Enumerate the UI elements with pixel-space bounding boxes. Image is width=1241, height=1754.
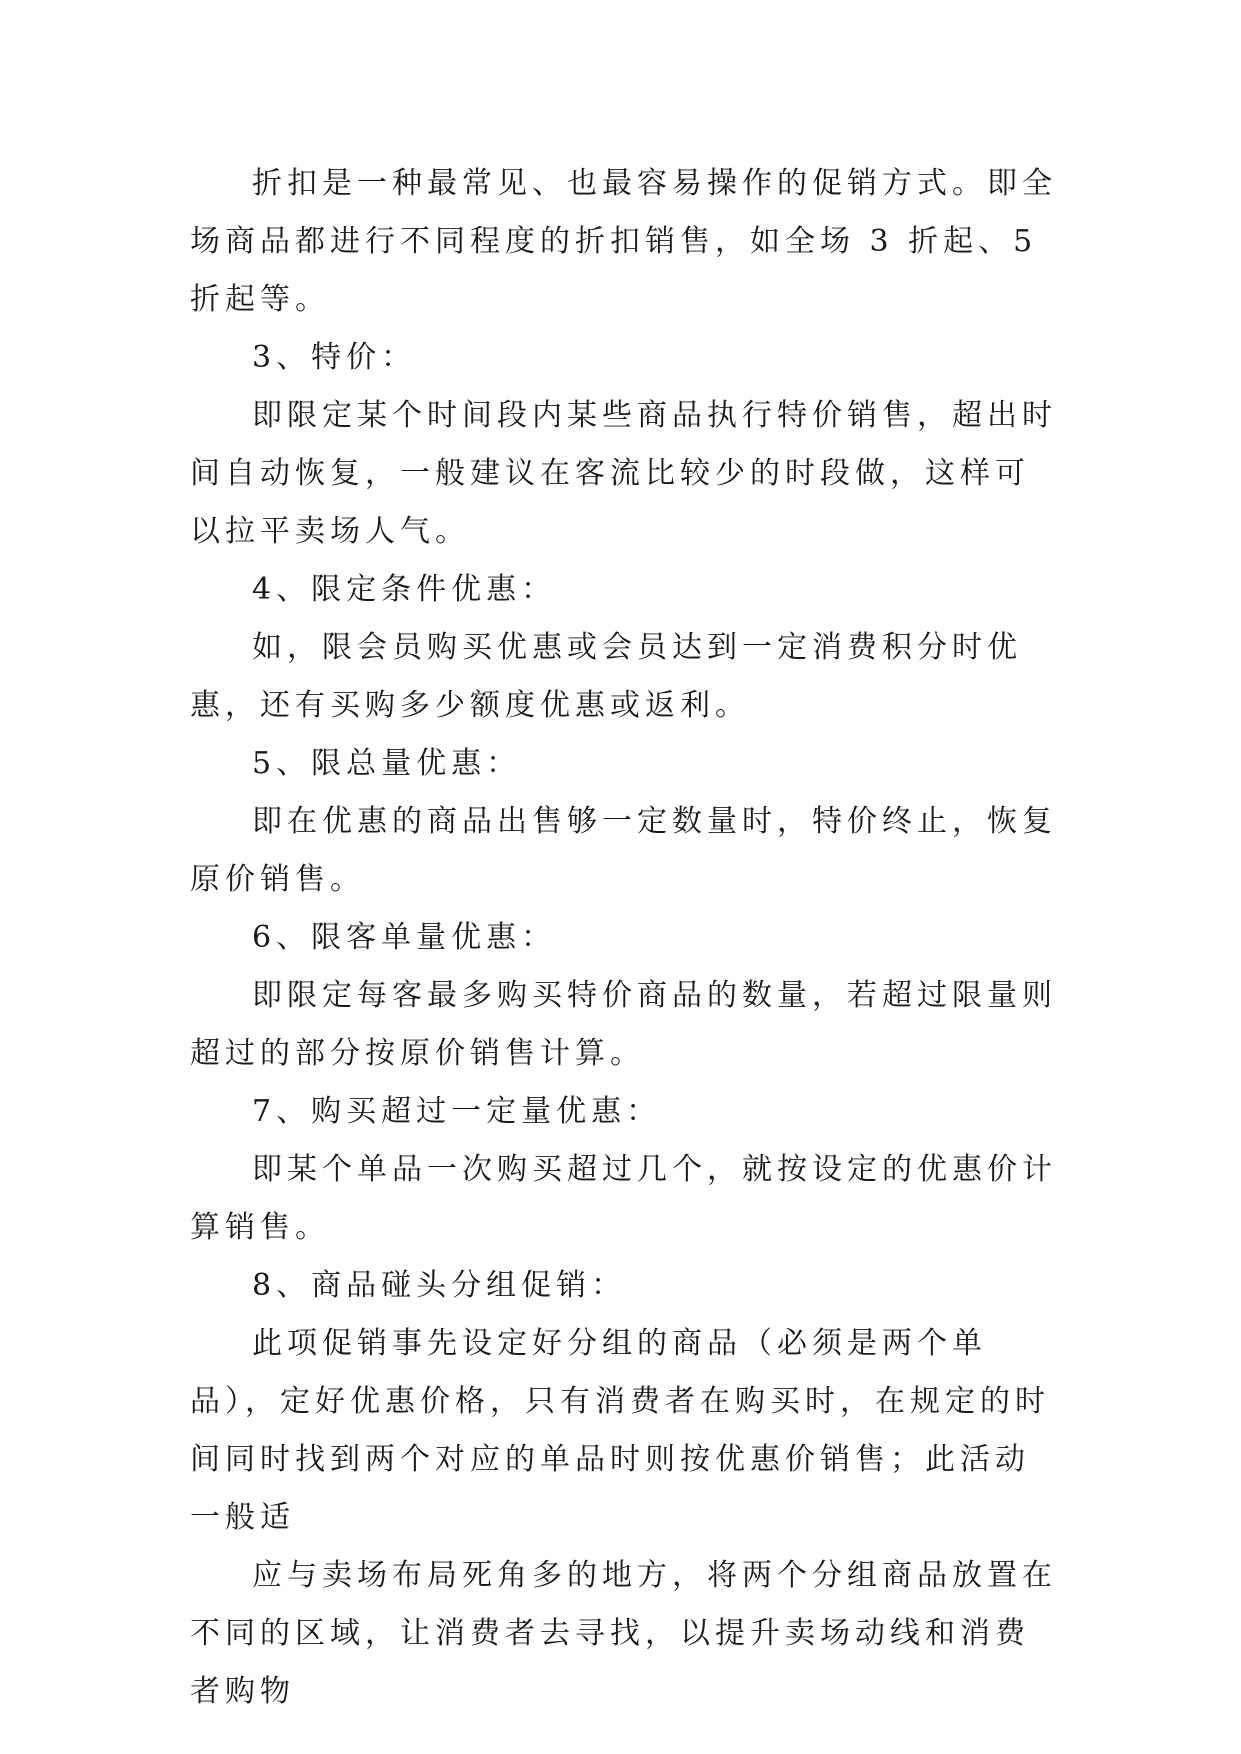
heading-total-quantity-discount: 5、限总量优惠： [252, 746, 522, 781]
heading-per-customer-discount: 6、限客单量优惠： [252, 920, 557, 955]
paragraph-conditional-discount: 如，限会员购买优惠或会员达到一定消费积分时优惠，还有买购多少额度优惠或返利。 [190, 630, 1022, 723]
heading-bulk-purchase-discount: 7、购买超过一定量优惠： [252, 1094, 662, 1129]
heading-grouped-promotion: 8、商品碰头分组促销： [252, 1268, 627, 1303]
paragraph-grouped-promotion-continued: 应与卖场布局死角多的地方，将两个分组商品放置在不同的区域，让消费者去寻找，以提升卖场动线和消费者购物 [190, 1558, 1057, 1709]
paragraph-special-price: 即限定某个时间段内某些商品执行特价销售，超出时间自动恢复，一般建议在客流比较少的时段做，这样可以拉平卖场人气。 [190, 398, 1057, 549]
paragraph-total-quantity-discount: 即在优惠的商品出售够一定数量时，特价终止，恢复原价销售。 [190, 804, 1057, 897]
heading-conditional-discount: 4、限定条件优惠： [252, 572, 557, 607]
paragraph-discount-description: 折扣是一种最常见、也最容易操作的促销方式。即全场商品都进行不同程度的折扣销售，如全场 3 折起、5 折起等。 [190, 166, 1057, 317]
document-body [190, 155, 1060, 1721]
paragraph-bulk-purchase-discount: 即某个单品一次购买超过几个，就按设定的优惠价计算销售。 [190, 1152, 1057, 1245]
heading-special-price: 3、特价： [252, 340, 417, 375]
paragraph-per-customer-discount: 即限定每客最多购买特价商品的数量，若超过限量则超过的部分按原价销售计算。 [190, 978, 1057, 1071]
paragraph-grouped-promotion: 此项促销事先设定好分组的商品（必须是两个单品），定好优惠价格，只有消费者在购买时，在规定的时间同时找到两个对应的单品时则按优惠价销售；此活动一般适 [190, 1326, 1050, 1535]
